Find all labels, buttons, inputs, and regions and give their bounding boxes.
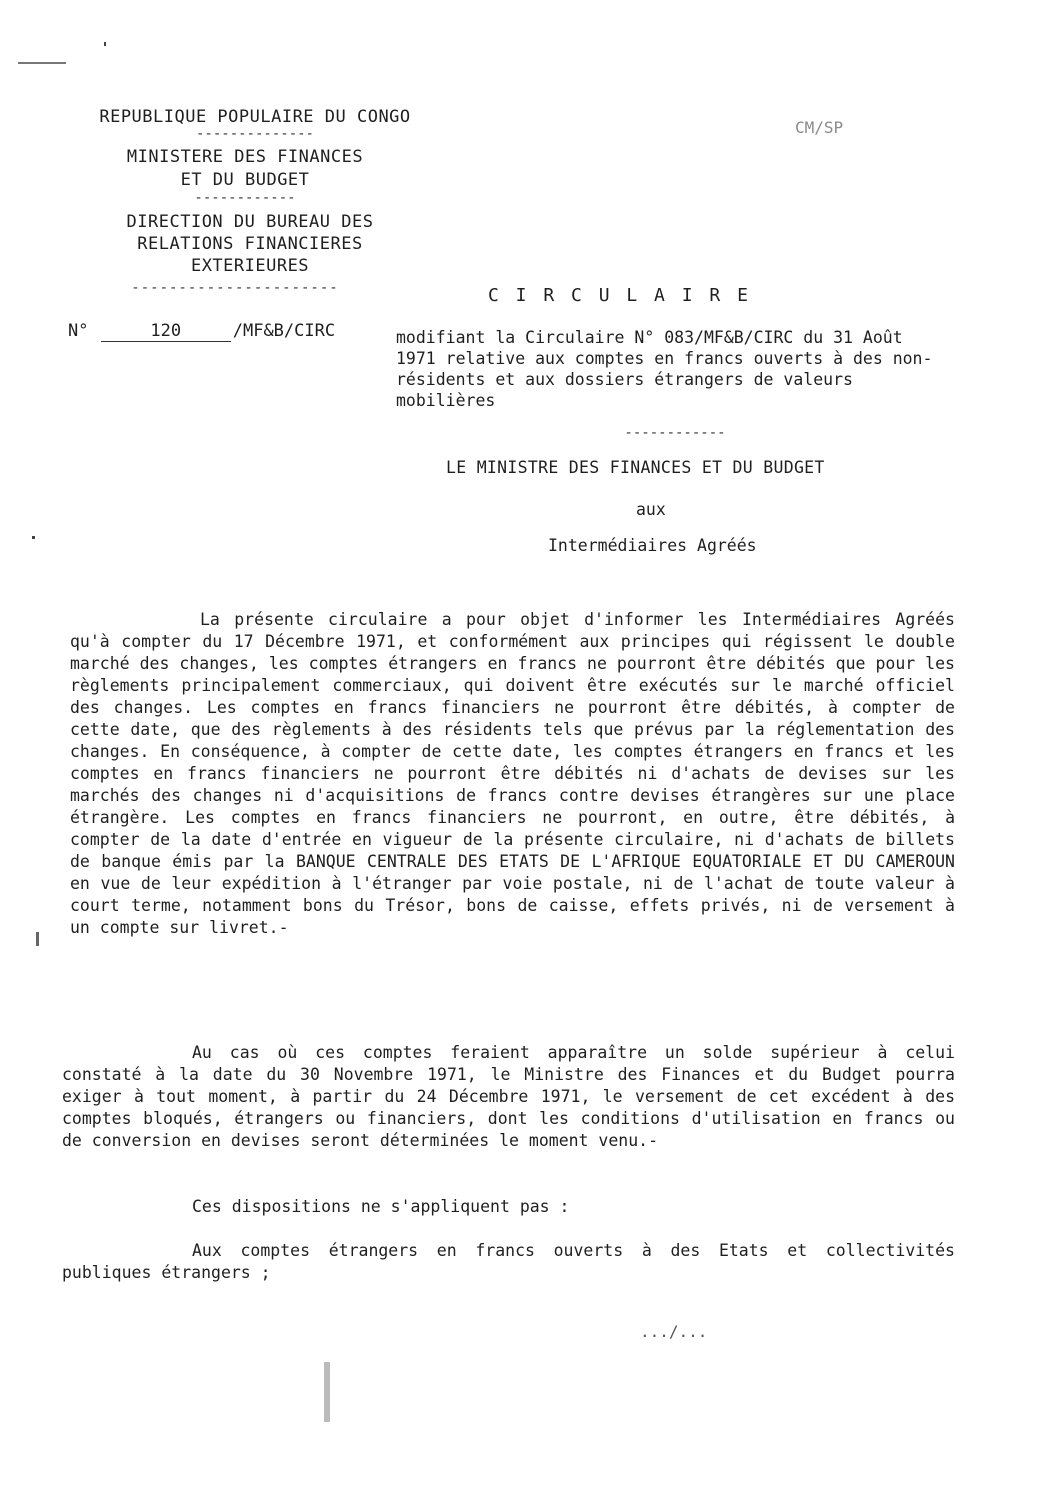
corner-code: CM/SP [795,118,844,137]
number-suffix: /MF&B/CIRC [232,321,336,341]
scan-speck [32,536,35,539]
document-type-title: C I R C U L A I R E [488,285,751,306]
scan-speck [18,62,66,64]
header-separator: ---------------------- [131,280,339,296]
direction-name-line-3: EXTERIEURES [190,256,310,276]
number-prefix: N° [68,321,89,341]
continuation-mark: .../... [640,1322,708,1341]
subject-separator: ------------ [624,425,726,441]
circular-subject: modifiant la Circulaire N° 083/MF&B/CIRC du 31 Août 1971 relative aux comptes en francs ouverts à des non-résidents et aux dossiers étrangers de valeurs mobilières [396,328,933,410]
header-separator: ------------ [194,190,296,206]
circular-number-line [68,321,335,342]
to-word: aux [636,500,666,519]
ministry-name-line-2: ET DU BUDGET [180,170,310,190]
scan-speck [36,932,39,946]
sender-title: LE MINISTRE DES FINANCES ET DU BUDGET [446,458,825,477]
direction-name-line-2: RELATIONS FINANCIERES [137,234,363,254]
circular-number: 120 [101,321,231,342]
body-paragraph-2: Au cas où ces comptes feraient apparaître un solde supérieur à celui constaté à la date du 30 Novembre 1971, le Ministre des Finances et du Budget pourra exiger à tout moment, à partir du 24 Décembre 1971, le versement de cet excédent à des comptes bloqués, étrangers ou financiers, dont les conditions d'utilisation en francs ou de conversion en devises seront déterminées le moment venu.- [62,1043,955,1150]
ministry-name-line-1: MINISTERE DES FINANCES [126,147,364,167]
body-paragraph-4: Aux comptes étrangers en francs ouverts à des Etats et collectivités publiques étrangers ; [62,1241,955,1282]
header-separator: -------------- [195,126,314,142]
scan-speck [324,1362,330,1422]
recipients: Intermédiaires Agréés [548,536,757,555]
direction-name-line-1: DIRECTION DU BUREAU DES [126,212,374,232]
body-paragraph-3: Ces dispositions ne s'appliquent pas : [192,1197,570,1216]
body-paragraph-1: La présente circulaire a pour objet d'informer les Intermédiaires Agréés qu'à compter du 17 Décembre 1971, et conformément aux principes qui régissent le double marché des changes, les comptes étrangers en francs ne pourront être débités que pour les règlements principalement commerciaux, qui doivent être exécutés sur le marché officiel des changes. Les comptes en francs financiers ne pourront être débités, à compter de cette date, que des règlements à des résidents tels que prévus par la réglementation des changes. En conséquence, à compter de cette date, les comptes étrangers en francs et les comptes en francs financiers ne pourront être débités ni d'achats de devises sur les marchés des changes ni d'acquisitions de francs contre devises étrangères sur une place étrangère. Les comptes en francs financiers ne pourront, en outre, être débités, à compter de la date d'entrée en vigueur de la présente circulaire, ni d'achats de billets de banque émis par la BANQUE CENTRALE DES ETATS DE L'AFRIQUE EQUATORIALE ET DU CAMEROUN en vue de leur expédition à l'étranger par voie postale, ni de l'achat de toute valeur à court terme, notamment bons du Trésor, bons de caisse, effets privés, ni de versement à un compte sur livret.- [70,610,955,937]
republic-name: REPUBLIQUE POPULAIRE DU CONGO [99,107,411,127]
scan-speck [104,42,106,46]
